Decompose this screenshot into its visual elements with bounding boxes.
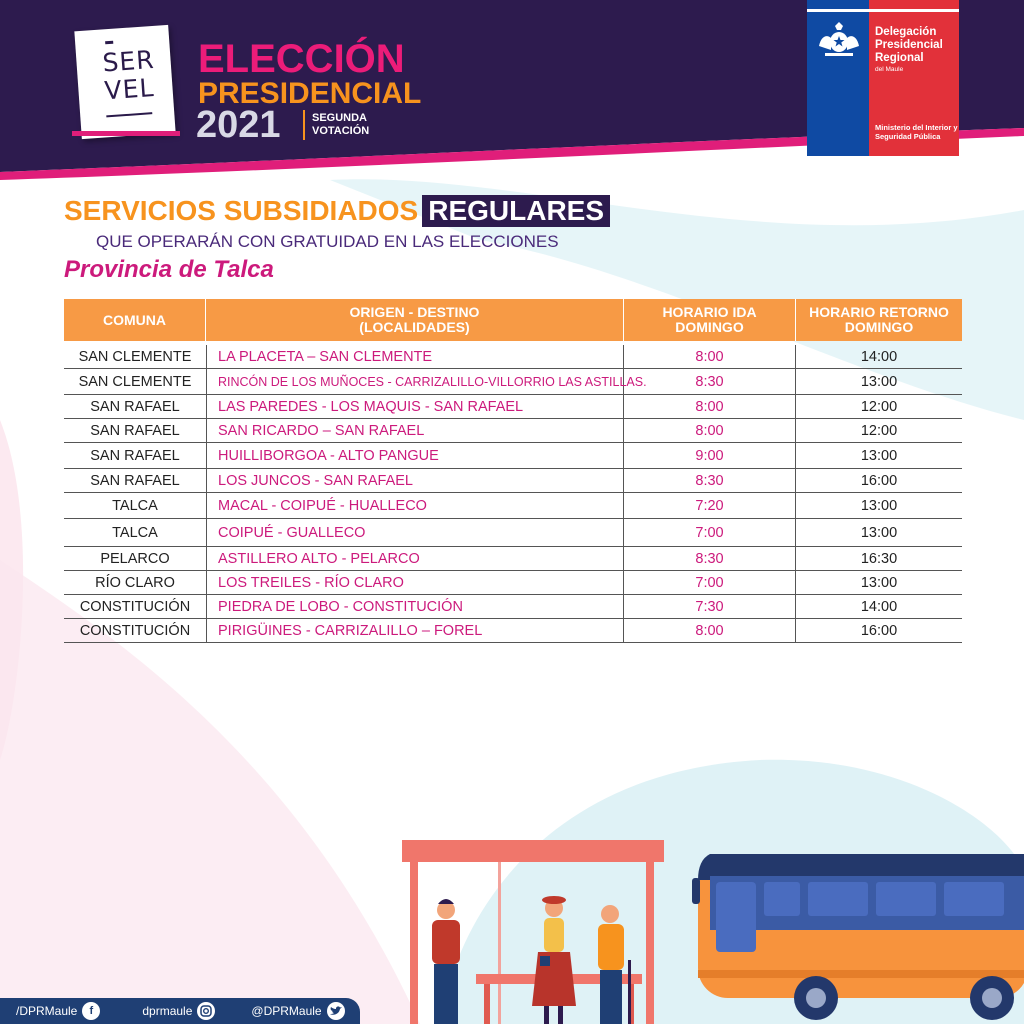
schedule-table: [64, 299, 962, 643]
cell-route: MACAL - COIPUÉ - HUALLECO: [206, 493, 624, 518]
instagram-link[interactable]: dprmaule: [142, 1002, 215, 1020]
facebook-icon: f: [82, 1002, 100, 1020]
section-title: [64, 195, 610, 227]
column-header-route: ORIGEN - DESTINO (LOCALIDADES): [206, 299, 624, 341]
cell-return: 13:00: [860, 373, 898, 390]
cell-departure: 8:30: [624, 469, 796, 492]
cell-route: LAS PAREDES - LOS MAQUIS - SAN RAFAEL: [206, 395, 624, 418]
table-header-row: [64, 299, 962, 341]
column-header-departure: HORARIO IDA DOMINGO: [624, 299, 796, 341]
cell-comuna: TALCA: [112, 497, 158, 514]
cell-departure: 7:00: [624, 519, 796, 546]
cell-departure: 8:00: [624, 419, 796, 442]
table-row: [64, 345, 962, 369]
cell-return: 13:00: [860, 497, 898, 514]
table-row: [64, 619, 962, 643]
election-subtitle: PRESIDENCIAL: [198, 77, 422, 110]
cell-return: 16:30: [860, 550, 898, 567]
cell-route: HUILLIBORGOA - ALTO PANGUE: [206, 443, 624, 468]
cell-return: 13:00: [860, 524, 898, 541]
cell-route: SAN RICARDO – SAN RAFAEL: [206, 419, 624, 442]
cell-route: RINCÓN DE LOS MUÑOCES - CARRIZALILLO-VILLORRIO LAS ASTILLAS.: [206, 369, 624, 394]
cell-departure: 8:00: [624, 619, 796, 642]
election-year: 2021: [196, 104, 281, 146]
cell-return: 13:00: [860, 447, 898, 464]
servel-logo: [74, 25, 175, 139]
column-header-return: HORARIO RETORNO DOMINGO: [796, 299, 962, 341]
government-region: del Maule: [875, 66, 904, 73]
cell-route: LOS JUNCOS - SAN RAFAEL: [206, 469, 624, 492]
section-subtitle: QUE OPERARÁN CON GRATUIDAD EN LAS ELECCIONES: [96, 232, 559, 251]
cell-departure: 7:30: [624, 595, 796, 618]
header-banner: [0, 0, 1024, 180]
election-separator: [303, 110, 305, 140]
government-name: Delegación Presidencial Regional: [875, 26, 943, 64]
table-row: [64, 547, 962, 571]
servel-logo-base: [72, 131, 180, 136]
cell-comuna: CONSTITUCIÓN: [79, 598, 191, 615]
social-footer: [0, 998, 360, 1024]
cell-departure: 8:30: [624, 369, 796, 394]
instagram-icon: [197, 1002, 215, 1020]
servel-logo-text: SER VEL: [101, 44, 156, 106]
cell-return: 14:00: [860, 598, 898, 615]
cell-route: ASTILLERO ALTO - PELARCO: [206, 547, 624, 570]
cell-return: 13:00: [860, 574, 898, 591]
cell-departure: 7:20: [624, 493, 796, 518]
province-title: Provincia de Talca: [64, 256, 274, 283]
table-row: [64, 519, 962, 547]
twitter-icon: [327, 1002, 345, 1020]
table-body: [64, 341, 962, 643]
facebook-link[interactable]: /DPRMaule f: [16, 1002, 100, 1020]
cell-return: 12:00: [860, 422, 898, 439]
cell-comuna: RÍO CLARO: [95, 574, 175, 591]
bus-stop-illustration: [380, 820, 1024, 1024]
table-row: [64, 369, 962, 395]
cell-departure: 8:30: [624, 547, 796, 570]
cell-route: LA PLACETA – SAN CLEMENTE: [206, 345, 624, 368]
cell-route: LOS TREILES - RÍO CLARO: [206, 571, 624, 594]
cell-comuna: CONSTITUCIÓN: [79, 622, 191, 639]
table-row: [64, 395, 962, 419]
cell-comuna: TALCA: [112, 524, 158, 541]
column-header-comuna: COMUNA: [64, 299, 206, 341]
cell-route: COIPUÉ - GUALLECO: [206, 519, 624, 546]
cell-comuna: SAN CLEMENTE: [78, 373, 192, 390]
cell-departure: 8:00: [624, 395, 796, 418]
cell-return: 14:00: [860, 348, 898, 365]
cell-comuna: SAN RAFAEL: [90, 398, 180, 415]
cell-comuna: SAN RAFAEL: [90, 447, 180, 464]
cell-departure: 9:00: [624, 443, 796, 468]
cell-route: PIRIGÜINES - CARRIZALILLO – FOREL: [206, 619, 624, 642]
table-row: [64, 493, 962, 519]
cell-return: 16:00: [860, 622, 898, 639]
cell-return: 12:00: [860, 398, 898, 415]
cell-comuna: SAN CLEMENTE: [78, 348, 192, 365]
cell-comuna: SAN RAFAEL: [90, 472, 180, 489]
election-round: SEGUNDA VOTACIÓN: [312, 112, 370, 137]
table-row: [64, 595, 962, 619]
government-logo: [807, 0, 959, 156]
government-ministry: Ministerio del Interior y Seguridad Pública: [875, 123, 958, 141]
section-title-boxed: REGULARES: [422, 195, 610, 227]
table-row: [64, 469, 962, 493]
twitter-link[interactable]: @DPRMaule: [251, 1002, 344, 1020]
table-row: [64, 571, 962, 595]
table-row: [64, 443, 962, 469]
coat-of-arms-icon: [815, 20, 863, 62]
cell-comuna: PELARCO: [100, 550, 170, 567]
cell-departure: 8:00: [624, 345, 796, 368]
cell-return: 16:00: [860, 472, 898, 489]
cell-comuna: SAN RAFAEL: [90, 422, 180, 439]
table-row: [64, 419, 962, 443]
cell-departure: 7:00: [624, 571, 796, 594]
cell-route: PIEDRA DE LOBO - CONSTITUCIÓN: [206, 595, 624, 618]
election-title: ELECCIÓN: [198, 37, 405, 81]
section-title-orange: SERVICIOS SUBSIDIADOS: [64, 195, 419, 226]
